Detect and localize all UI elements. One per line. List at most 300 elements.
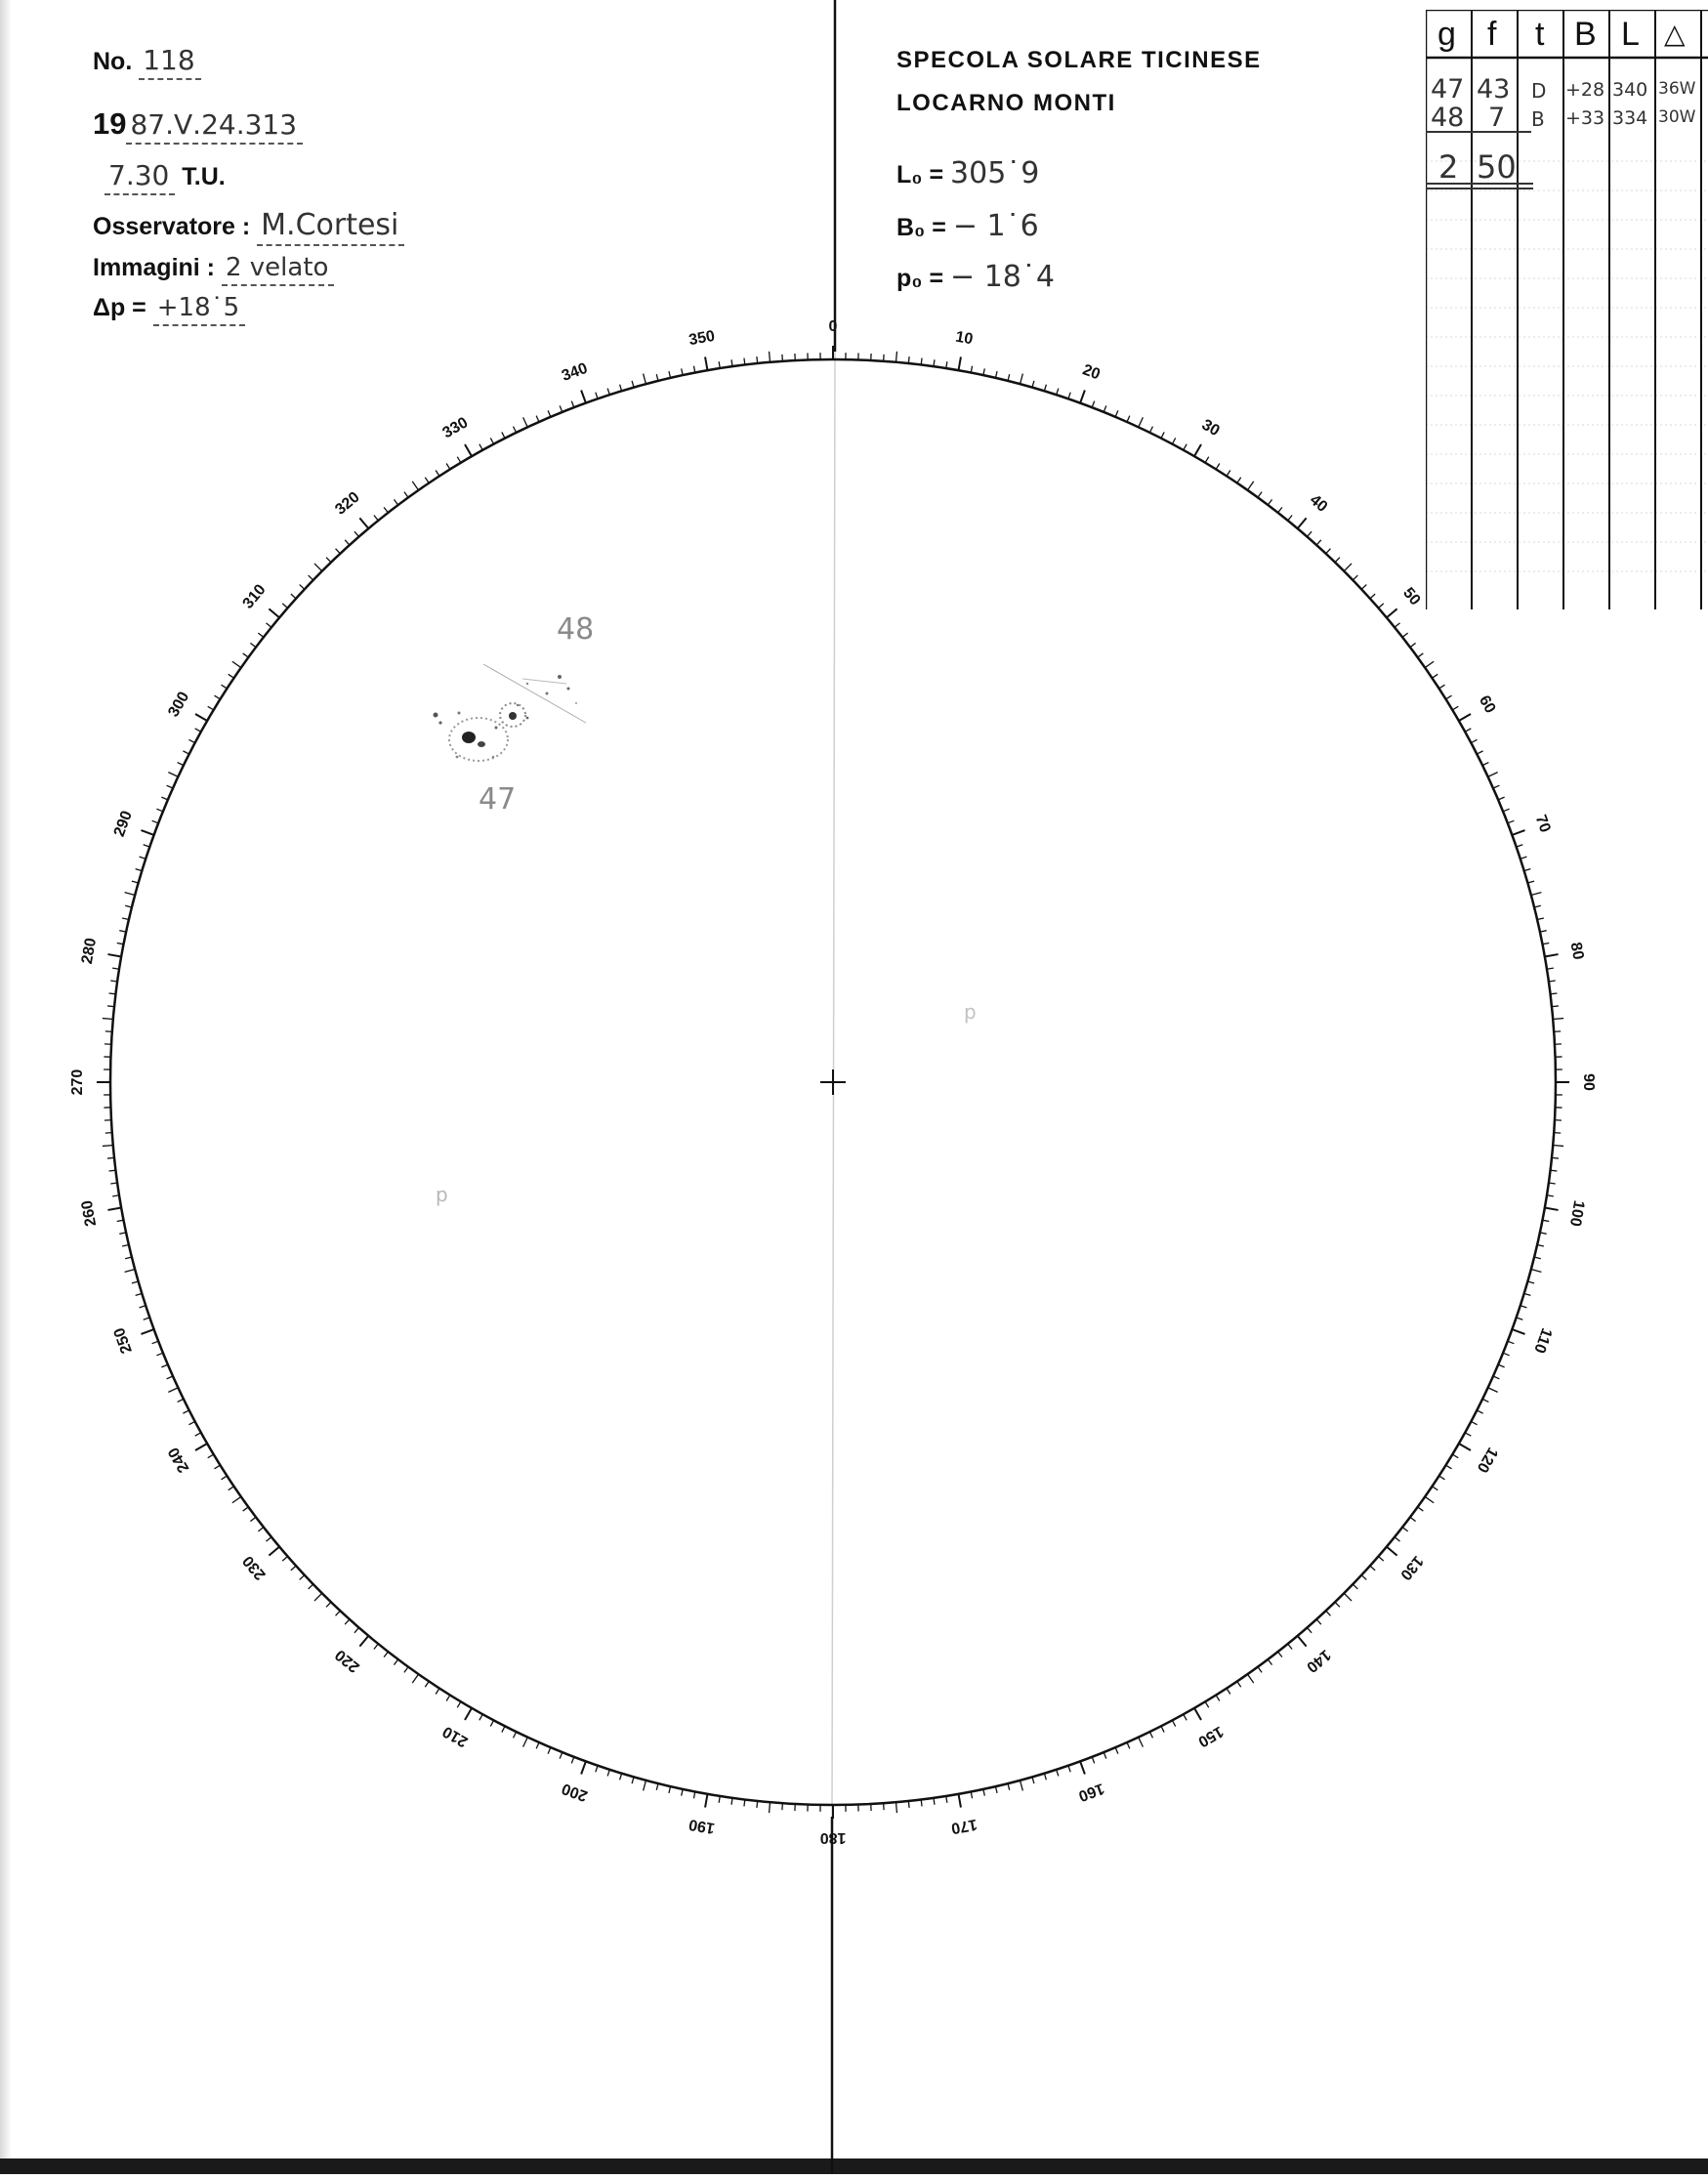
degree-tick bbox=[229, 674, 234, 678]
degree-tick bbox=[1452, 706, 1458, 710]
degree-tick bbox=[1446, 1465, 1452, 1469]
degree-tick bbox=[1439, 1476, 1445, 1480]
degree-tick bbox=[1465, 729, 1471, 732]
degree-tick bbox=[1512, 1329, 1524, 1334]
degree-tick bbox=[1184, 444, 1187, 450]
degree-tick bbox=[384, 507, 388, 513]
degree-tick bbox=[122, 1244, 129, 1246]
degree-tick bbox=[1537, 918, 1544, 920]
degree-tick bbox=[178, 763, 184, 766]
degree-tick bbox=[1418, 1507, 1424, 1511]
degree-tick bbox=[109, 1170, 116, 1171]
degree-tick bbox=[1387, 608, 1397, 617]
degree-tick bbox=[1361, 585, 1366, 590]
degree-tick bbox=[757, 1801, 758, 1808]
degree-tick bbox=[300, 585, 305, 590]
degree-tick bbox=[119, 931, 126, 932]
degree-tick bbox=[1032, 381, 1034, 388]
degree-tick bbox=[1395, 1537, 1399, 1541]
degree-tick bbox=[215, 1465, 221, 1469]
B0-line bbox=[896, 209, 1039, 243]
degree-tick bbox=[359, 518, 368, 528]
degree-tick bbox=[1298, 518, 1307, 528]
degree-tick bbox=[995, 1786, 997, 1793]
degree-tick bbox=[1410, 643, 1416, 647]
degree-tick bbox=[656, 374, 658, 381]
degree-tick bbox=[232, 1496, 241, 1502]
degree-tick bbox=[188, 1421, 194, 1424]
degree-tick bbox=[1161, 1726, 1164, 1732]
degree-tick bbox=[1540, 1233, 1547, 1234]
degree-tick bbox=[156, 1353, 162, 1356]
degree-tick bbox=[1057, 1770, 1059, 1777]
degree-tick bbox=[1278, 507, 1282, 513]
pore-mark-right: p bbox=[964, 1000, 977, 1024]
degree-tick bbox=[502, 1726, 505, 1732]
row1-t: D bbox=[1531, 79, 1546, 103]
degree-tick bbox=[921, 358, 922, 365]
degree-label: 310 bbox=[240, 581, 270, 611]
degree-tick bbox=[1139, 1738, 1144, 1747]
degree-tick bbox=[1258, 1667, 1262, 1673]
degree-tick bbox=[744, 1799, 745, 1806]
degree-tick bbox=[125, 905, 132, 907]
degree-tick bbox=[446, 464, 450, 470]
delta-p-label: Δp = bbox=[93, 294, 146, 321]
row1-f: 43 bbox=[1477, 74, 1510, 105]
degree-label: 0 bbox=[829, 318, 838, 335]
degree-tick bbox=[457, 457, 461, 463]
degree-tick bbox=[1080, 1761, 1085, 1774]
degree-tick bbox=[1237, 1681, 1241, 1687]
time-value: 7.30 bbox=[104, 159, 175, 195]
degree-tick bbox=[1477, 751, 1482, 754]
degree-tick bbox=[1172, 1720, 1175, 1726]
degree-tick bbox=[1553, 1145, 1563, 1146]
degree-label: 250 bbox=[111, 1325, 136, 1356]
degree-tick bbox=[243, 653, 249, 657]
degree-tick bbox=[479, 1714, 482, 1720]
degree-tick bbox=[1307, 1627, 1312, 1632]
degree-tick bbox=[1127, 416, 1130, 422]
degree-tick bbox=[152, 820, 159, 823]
degree-tick bbox=[1552, 1006, 1559, 1007]
degree-tick bbox=[136, 869, 143, 871]
degree-tick bbox=[1446, 695, 1452, 699]
degree-tick bbox=[1115, 1747, 1118, 1753]
degree-label: 40 bbox=[1307, 491, 1331, 516]
observation-date bbox=[93, 106, 303, 142]
degree-tick bbox=[282, 1556, 287, 1561]
degree-tick bbox=[1080, 390, 1085, 402]
L0-value: 305˙9 bbox=[950, 156, 1039, 190]
degree-tick bbox=[921, 1799, 922, 1806]
degree-tick bbox=[669, 371, 671, 378]
total-spots: 50 bbox=[1477, 148, 1517, 186]
degree-tick bbox=[269, 1547, 279, 1556]
degree-tick bbox=[644, 1781, 646, 1791]
degree-tick bbox=[140, 1306, 146, 1308]
degree-tick bbox=[103, 1019, 113, 1020]
degree-tick bbox=[258, 633, 264, 637]
row2-g: 48 bbox=[1431, 103, 1464, 133]
degree-tick bbox=[1057, 389, 1059, 396]
degree-tick bbox=[195, 714, 207, 721]
degree-tick bbox=[208, 1454, 214, 1458]
degree-label: 10 bbox=[954, 329, 975, 349]
degree-tick bbox=[1326, 549, 1331, 554]
degree-tick bbox=[1439, 685, 1445, 689]
pore-mark-left: p bbox=[436, 1183, 448, 1206]
degree-tick bbox=[1008, 374, 1010, 381]
degree-tick bbox=[571, 1757, 574, 1764]
header-f: f bbox=[1487, 16, 1496, 54]
degree-tick bbox=[1482, 1399, 1488, 1402]
images-label: Immagini : bbox=[93, 254, 215, 281]
degree-tick bbox=[1361, 1575, 1366, 1580]
degree-tick bbox=[125, 1270, 136, 1273]
degree-tick bbox=[374, 1644, 378, 1649]
degree-tick bbox=[1545, 1207, 1559, 1209]
degree-tick bbox=[314, 564, 322, 571]
degree-label: 70 bbox=[1532, 813, 1554, 835]
degree-tick bbox=[132, 1281, 139, 1283]
degree-tick bbox=[243, 1507, 249, 1511]
degree-tick bbox=[1493, 785, 1499, 788]
degree-tick bbox=[908, 356, 909, 363]
degree-label: 170 bbox=[950, 1816, 979, 1836]
degree-tick bbox=[125, 893, 136, 896]
date-value: 87.Ⅴ.24.313 bbox=[126, 108, 303, 145]
degree-tick bbox=[404, 1667, 408, 1673]
degree-tick bbox=[446, 1696, 450, 1701]
degree-tick bbox=[107, 1006, 114, 1007]
degree-label: 110 bbox=[1530, 1325, 1555, 1355]
degree-tick bbox=[1008, 1783, 1010, 1790]
degree-tick bbox=[560, 405, 562, 411]
degree-tick bbox=[479, 444, 482, 450]
observer bbox=[93, 208, 404, 242]
degree-tick bbox=[1531, 1270, 1542, 1273]
degree-tick bbox=[682, 368, 683, 375]
degree-tick bbox=[412, 1674, 418, 1683]
degree-label: 60 bbox=[1476, 692, 1499, 716]
degree-tick bbox=[1205, 1701, 1209, 1707]
degree-tick bbox=[136, 1293, 143, 1295]
degree-tick bbox=[1452, 1454, 1458, 1458]
degree-tick bbox=[1402, 1528, 1408, 1531]
table-guide-rows bbox=[1426, 161, 1708, 571]
degree-tick bbox=[269, 608, 279, 617]
degree-tick bbox=[1104, 1752, 1106, 1758]
degree-tick bbox=[1527, 1281, 1534, 1283]
degree-tick bbox=[222, 685, 228, 689]
degree-tick bbox=[705, 356, 707, 370]
degree-tick bbox=[1524, 869, 1531, 871]
degree-tick bbox=[1527, 881, 1534, 883]
degree-label: 300 bbox=[165, 689, 192, 720]
degree-tick bbox=[958, 356, 960, 370]
degree-tick bbox=[560, 1752, 562, 1758]
degree-tick bbox=[1402, 633, 1408, 637]
degree-label: 100 bbox=[1566, 1199, 1587, 1228]
degree-tick bbox=[1115, 410, 1118, 416]
degree-tick bbox=[1550, 1170, 1557, 1171]
degree-tick bbox=[345, 1619, 350, 1624]
degree-tick bbox=[1545, 954, 1559, 956]
P0-line bbox=[896, 260, 1055, 294]
degree-tick bbox=[1353, 1584, 1357, 1589]
degree-tick bbox=[141, 1329, 153, 1334]
degree-tick bbox=[1227, 1689, 1230, 1695]
degree-tick bbox=[1488, 1388, 1498, 1393]
degree-tick bbox=[1316, 1619, 1321, 1624]
degree-tick bbox=[656, 1783, 658, 1790]
degree-label: 230 bbox=[239, 1552, 269, 1582]
degree-label: 150 bbox=[1195, 1723, 1227, 1750]
degree-tick bbox=[326, 1602, 331, 1607]
degree-label: 190 bbox=[687, 1816, 716, 1836]
degree-tick bbox=[1278, 1652, 1282, 1657]
degree-tick bbox=[1488, 773, 1498, 777]
degree-tick bbox=[282, 604, 287, 608]
sunspot-group-48 bbox=[483, 664, 586, 723]
degree-tick bbox=[632, 381, 634, 388]
degree-tick bbox=[1149, 1732, 1152, 1738]
degree-tick bbox=[1552, 1157, 1559, 1158]
degree-tick bbox=[1537, 1244, 1544, 1246]
degree-tick bbox=[425, 478, 429, 483]
degree-tick bbox=[412, 482, 418, 490]
group-label-48: 48 bbox=[557, 612, 594, 647]
row2-t: B bbox=[1531, 107, 1545, 131]
degree-tick bbox=[1395, 623, 1399, 627]
degree-tick bbox=[548, 410, 551, 416]
header-t: t bbox=[1535, 16, 1544, 54]
degree-tick bbox=[188, 739, 194, 742]
degree-tick bbox=[1216, 464, 1220, 470]
degree-tick bbox=[436, 1689, 439, 1695]
degree-label: 320 bbox=[332, 488, 362, 518]
degree-tick bbox=[770, 352, 771, 362]
degree-tick bbox=[1459, 714, 1471, 721]
degree-tick bbox=[1378, 1556, 1383, 1561]
degree-tick bbox=[394, 1659, 397, 1665]
degree-tick bbox=[250, 643, 256, 647]
degree-tick bbox=[1227, 471, 1230, 477]
degree-tick bbox=[291, 1566, 296, 1571]
header-g: g bbox=[1437, 16, 1456, 54]
degree-tick bbox=[161, 797, 167, 800]
degree-tick bbox=[958, 1794, 960, 1808]
degree-tick bbox=[250, 1517, 256, 1521]
row2-delta: 30W bbox=[1658, 107, 1695, 127]
degree-tick bbox=[178, 1399, 184, 1402]
row1-L: 340 bbox=[1612, 79, 1647, 101]
degree-tick bbox=[607, 389, 609, 396]
time-unit: T.U. bbox=[182, 163, 225, 190]
degree-label: 200 bbox=[560, 1780, 590, 1804]
degree-tick bbox=[1032, 1777, 1034, 1783]
degree-tick bbox=[141, 830, 153, 835]
record-number-label: No. bbox=[93, 48, 132, 75]
degree-tick bbox=[514, 1732, 517, 1738]
degree-tick bbox=[1521, 1306, 1527, 1308]
degree-tick bbox=[222, 1476, 228, 1480]
degree-tick bbox=[167, 785, 173, 788]
degree-tick bbox=[384, 1652, 388, 1657]
degree-tick bbox=[1524, 1293, 1531, 1295]
degree-label: 290 bbox=[111, 809, 136, 839]
degree-tick bbox=[266, 623, 271, 627]
degree-tick bbox=[107, 954, 121, 956]
degree-tick bbox=[183, 751, 188, 754]
degree-tick bbox=[168, 1388, 178, 1393]
date-century: 19 bbox=[93, 106, 126, 141]
degree-tick bbox=[465, 444, 472, 456]
degree-tick bbox=[1531, 893, 1542, 896]
degree-tick bbox=[232, 661, 241, 667]
degree-label: 20 bbox=[1080, 361, 1103, 383]
degree-tick bbox=[229, 1487, 234, 1490]
degree-tick bbox=[1534, 1257, 1541, 1259]
degree-tick bbox=[144, 1318, 150, 1320]
degree-tick bbox=[1517, 845, 1523, 847]
degree-tick bbox=[1370, 594, 1375, 599]
degree-tick bbox=[1216, 1696, 1220, 1701]
degree-tick bbox=[1432, 1487, 1437, 1490]
degree-tick bbox=[457, 1701, 461, 1707]
degree-tick bbox=[465, 1708, 472, 1720]
degree-tick bbox=[195, 729, 201, 732]
degree-label: 120 bbox=[1474, 1445, 1501, 1476]
images-value: 2 velato bbox=[222, 253, 334, 286]
observer-label: Osservatore : bbox=[93, 213, 250, 240]
degree-tick bbox=[1387, 1547, 1397, 1556]
degree-tick bbox=[103, 1145, 113, 1146]
degree-tick bbox=[1149, 427, 1152, 433]
degree-tick bbox=[1044, 1774, 1046, 1781]
degree-label: 350 bbox=[687, 328, 716, 349]
degree-tick bbox=[1172, 438, 1175, 443]
degree-label: 90 bbox=[1580, 1073, 1597, 1091]
degree-tick bbox=[1503, 809, 1509, 812]
degree-tick bbox=[107, 1157, 114, 1158]
degree-tick bbox=[144, 845, 150, 847]
B0-value: − 1˙6 bbox=[953, 209, 1039, 243]
degree-tick bbox=[514, 427, 517, 433]
degree-tick bbox=[195, 1444, 207, 1450]
delta-p bbox=[93, 293, 245, 322]
degree-tick bbox=[1194, 1708, 1201, 1720]
row1-B: +28 bbox=[1565, 79, 1604, 101]
degree-tick bbox=[266, 1537, 271, 1541]
degree-tick bbox=[983, 368, 984, 375]
degree-label: 270 bbox=[69, 1069, 86, 1096]
degree-tick bbox=[1247, 482, 1253, 490]
group-label-47: 47 bbox=[479, 782, 516, 817]
degree-tick bbox=[1493, 1376, 1499, 1379]
degree-tick bbox=[1465, 1433, 1471, 1436]
degree-tick bbox=[156, 809, 162, 812]
row2-f: 7 bbox=[1488, 103, 1505, 133]
observer-value: M.Cortesi bbox=[257, 208, 404, 246]
degree-tick bbox=[345, 540, 350, 545]
degree-tick bbox=[168, 773, 178, 777]
degree-tick bbox=[167, 1376, 173, 1379]
degree-tick bbox=[195, 1433, 201, 1436]
degree-tick bbox=[1068, 393, 1070, 399]
degree-tick bbox=[354, 1627, 359, 1632]
degree-tick bbox=[1307, 531, 1312, 536]
degree-tick bbox=[1498, 797, 1504, 800]
degree-tick bbox=[425, 1681, 429, 1687]
degree-tick bbox=[744, 358, 745, 365]
degree-tick bbox=[596, 393, 598, 399]
degree-tick bbox=[682, 1789, 683, 1796]
degree-tick bbox=[359, 1636, 368, 1647]
degree-label: 260 bbox=[79, 1199, 100, 1228]
degree-tick bbox=[1432, 674, 1437, 678]
degree-tick bbox=[354, 531, 359, 536]
degree-tick bbox=[291, 594, 296, 599]
degree-tick bbox=[107, 1207, 121, 1209]
degree-tick bbox=[490, 1720, 493, 1726]
degree-tick bbox=[1316, 540, 1321, 545]
degree-tick bbox=[571, 401, 574, 408]
degree-tick bbox=[1370, 1566, 1375, 1571]
degree-tick bbox=[1477, 1410, 1482, 1413]
row1-g: 47 bbox=[1431, 74, 1464, 105]
degree-tick bbox=[995, 371, 997, 378]
degree-tick bbox=[1335, 1602, 1340, 1607]
degree-tick bbox=[1512, 830, 1524, 835]
header-B: B bbox=[1574, 16, 1597, 54]
degree-tick bbox=[436, 471, 439, 477]
degree-tick bbox=[309, 575, 313, 580]
degree-label: 160 bbox=[1076, 1780, 1106, 1804]
degree-tick bbox=[1482, 763, 1488, 766]
degree-tick bbox=[1268, 499, 1271, 505]
degree-tick bbox=[1021, 1781, 1023, 1791]
degree-tick bbox=[620, 1774, 622, 1781]
degree-tick bbox=[119, 1233, 126, 1234]
degree-tick bbox=[1184, 1714, 1187, 1720]
degree-tick bbox=[644, 374, 646, 385]
degree-tick bbox=[757, 356, 758, 363]
degree-tick bbox=[1344, 1593, 1352, 1601]
degree-tick bbox=[1092, 401, 1095, 408]
degree-tick bbox=[1353, 575, 1357, 580]
degree-tick bbox=[1459, 1444, 1471, 1450]
B0-label: B₀ = bbox=[896, 214, 946, 241]
degree-tick bbox=[502, 432, 505, 438]
degree-tick bbox=[336, 1611, 341, 1615]
L0-line bbox=[896, 156, 1039, 190]
degree-tick bbox=[1508, 820, 1515, 823]
sunspot-summary-table bbox=[1426, 10, 1708, 609]
degree-tick bbox=[1344, 564, 1352, 571]
images-quality bbox=[93, 253, 334, 282]
degree-tick bbox=[548, 1747, 551, 1753]
degree-tick bbox=[1326, 1611, 1331, 1615]
observation-time bbox=[93, 159, 226, 191]
degree-tick bbox=[125, 1257, 132, 1259]
degree-tick bbox=[1268, 1659, 1271, 1665]
record-number-value: 118 bbox=[139, 44, 200, 80]
degree-tick bbox=[152, 1341, 159, 1344]
degree-tick bbox=[336, 549, 341, 554]
